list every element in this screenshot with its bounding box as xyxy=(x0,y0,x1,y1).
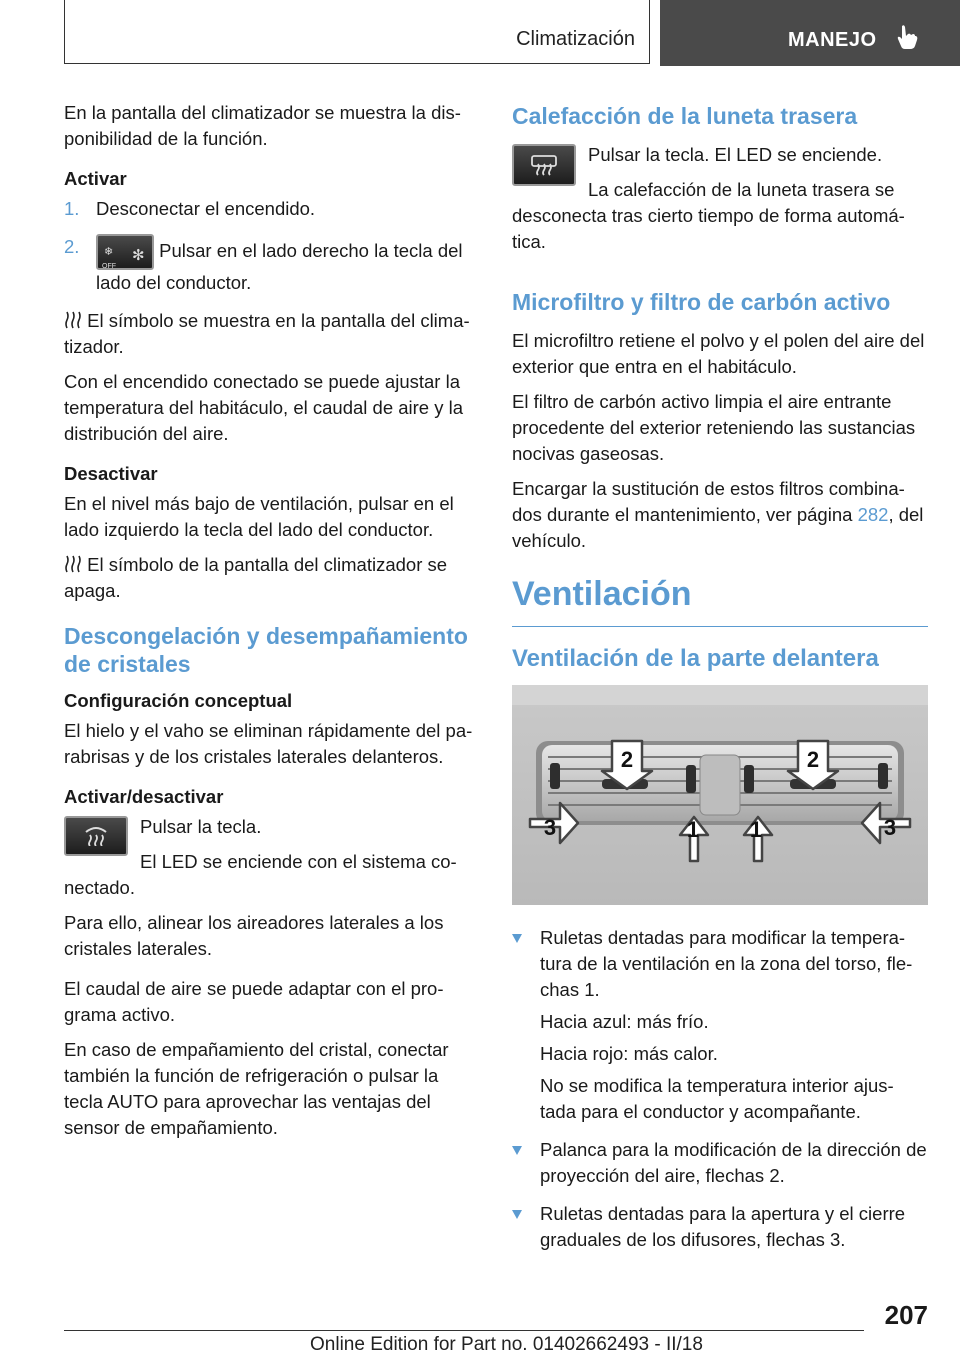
chapter-tab xyxy=(660,0,960,66)
arrow-label: 1 xyxy=(749,817,763,842)
paragraph: El filtro de carbón activo limpia el aire entrante procedente del exterior reteniendo las sustancias nocivas gaseosas. xyxy=(512,391,916,464)
paragraph: El microfiltro retiene el polvo y el polen del aire del exterior que entra en el habitáculo. xyxy=(512,330,925,377)
page-number: 207 xyxy=(884,1300,928,1330)
list-subtext: Hacia rojo: más calor. xyxy=(540,1043,718,1064)
list-number: 1. xyxy=(64,198,80,219)
button-description xyxy=(64,814,478,910)
fan-off-button-image xyxy=(96,234,154,270)
windshield-defrost-icon xyxy=(84,826,108,846)
triangle-bullet-icon xyxy=(512,934,522,943)
page-header xyxy=(0,0,960,66)
list-item xyxy=(64,234,478,296)
subheading-activar: Activar xyxy=(64,168,127,189)
paragraph: Pulsar la tecla. El LED se enciende. xyxy=(588,144,883,165)
heading-microfiltro: Microfiltro y filtro de carbón activo xyxy=(512,289,891,315)
list-number: 2. xyxy=(64,236,80,257)
paragraph: Para ello, alinear los aireadores laterales a los cristales laterales. xyxy=(64,912,444,959)
list-item xyxy=(512,1137,928,1189)
paragraph: Pulsar la tecla. xyxy=(140,816,262,837)
list-text: Pulsar en el lado derecho la tecla del lado del conductor. xyxy=(96,239,463,293)
subheading-concept: Configuración conceptual xyxy=(64,690,293,711)
list-subtext: Hacia azul: más frío. xyxy=(540,1011,709,1032)
front-vents-illustration xyxy=(512,685,928,905)
paragraph: La calefacción de la luneta trasera se desconecta tras cierto tiempo de forma automá‐tica. xyxy=(512,179,905,252)
arrow-label: 2 xyxy=(620,747,634,772)
section-tab xyxy=(64,0,650,64)
list-text: Ruletas dentadas para modificar la tempera‐tura de la ventilación en la zona del torso, fle‐chas 1. xyxy=(540,927,913,1000)
triangle-bullet-icon xyxy=(512,1210,522,1219)
list-text: Ruletas dentadas para la apertura y el cierre graduales de los difusores, flechas 3. xyxy=(540,1203,906,1250)
airflow-symbol-icon xyxy=(64,311,82,329)
arrow-label: 1 xyxy=(686,817,700,842)
paragraph-text: , del vehículo. xyxy=(512,504,924,551)
paragraph-text: El símbolo de la pantalla del climatizador se apaga. xyxy=(64,554,448,601)
paragraph: El caudal de aire se puede adaptar con el pro‐grama activo. xyxy=(64,978,444,1025)
heading-ventilacion: Ventilación xyxy=(512,575,692,613)
list-text: Desconectar el encendido. xyxy=(96,198,316,219)
left-column xyxy=(64,100,478,1150)
bullet-list xyxy=(512,925,928,1253)
arrow-label: 2 xyxy=(806,747,820,772)
subheading-act-desact: Activar/desactivar xyxy=(64,786,224,807)
paragraph xyxy=(64,552,478,604)
paragraph xyxy=(512,476,928,554)
paragraph-text: El símbolo se muestra en la pantalla del clima‐tizador. xyxy=(64,310,470,357)
paragraph xyxy=(64,308,478,360)
ordered-list xyxy=(64,196,478,296)
paragraph: En la pantalla del climatizador se muestra la dis‐ponibilidad de la función. xyxy=(64,102,461,149)
triangle-bullet-icon xyxy=(512,1146,522,1155)
airflow-symbol-icon xyxy=(64,555,82,573)
fan-icon: ✻ xyxy=(132,247,145,264)
list-item xyxy=(512,1201,928,1253)
paragraph: En el nivel más bajo de ventilación, pulsar en el lado izquierdo la tecla del lado del conductor. xyxy=(64,493,454,540)
footer-rule xyxy=(64,1330,864,1331)
heading-ventilacion-delantera: Ventilación de la parte delantera xyxy=(512,645,879,672)
paragraph: Con el encendido conectado se puede ajustar la temperatura del habitáculo, el caudal de aire y la distribución del aire. xyxy=(64,371,464,444)
list-subtext: No se modifica la temperatura interior ajus‐tada para el conductor y acompañante. xyxy=(540,1075,894,1122)
button-description xyxy=(512,142,928,264)
page-link[interactable]: 282 xyxy=(857,504,889,525)
section-title: Climatización xyxy=(516,28,635,50)
list-text: Palanca para la modificación de la dirección de proyección del aire, flechas 2. xyxy=(540,1139,927,1186)
list-item xyxy=(512,925,928,1125)
heading-luneta: Calefacción de la luneta trasera xyxy=(512,103,858,129)
heading-descongelacion: Descongelación y desempañamiento de cristales xyxy=(64,623,468,677)
rear-defrost-button-image xyxy=(512,144,576,186)
rear-window-heating-icon xyxy=(530,154,558,176)
arrow-label: 3 xyxy=(883,815,897,840)
off-label: OFF xyxy=(102,263,116,270)
paragraph: El LED se enciende con el sistema co‐nectado. xyxy=(64,851,457,898)
edition-footer: Online Edition for Part no. 01402662493 - II/18 xyxy=(310,1334,703,1355)
paragraph: En caso de empañamiento del cristal, conectar también la función de refrigeración o pulsar la tecla AUTO para aprovechar las ventajas del sensor de empañamiento. xyxy=(64,1039,449,1138)
snowflake-icon: ❄ xyxy=(104,246,114,258)
right-column xyxy=(512,100,928,1265)
subheading-desactivar: Desactivar xyxy=(64,463,158,484)
paragraph: El hielo y el vaho se eliminan rápidamente del pa‐rabrisas y de los cristales laterales delanteros. xyxy=(64,720,473,767)
arrow-label: 3 xyxy=(543,815,557,840)
paragraph-text: Encargar la sustitución de estos filtros combina‐dos durante el mantenimiento, ver página xyxy=(512,478,905,525)
heading-rule xyxy=(512,626,928,627)
chapter-title: MANEJO xyxy=(788,29,877,51)
list-item xyxy=(64,196,478,222)
defrost-button-image xyxy=(64,816,128,856)
hand-pointer-icon xyxy=(896,24,918,50)
